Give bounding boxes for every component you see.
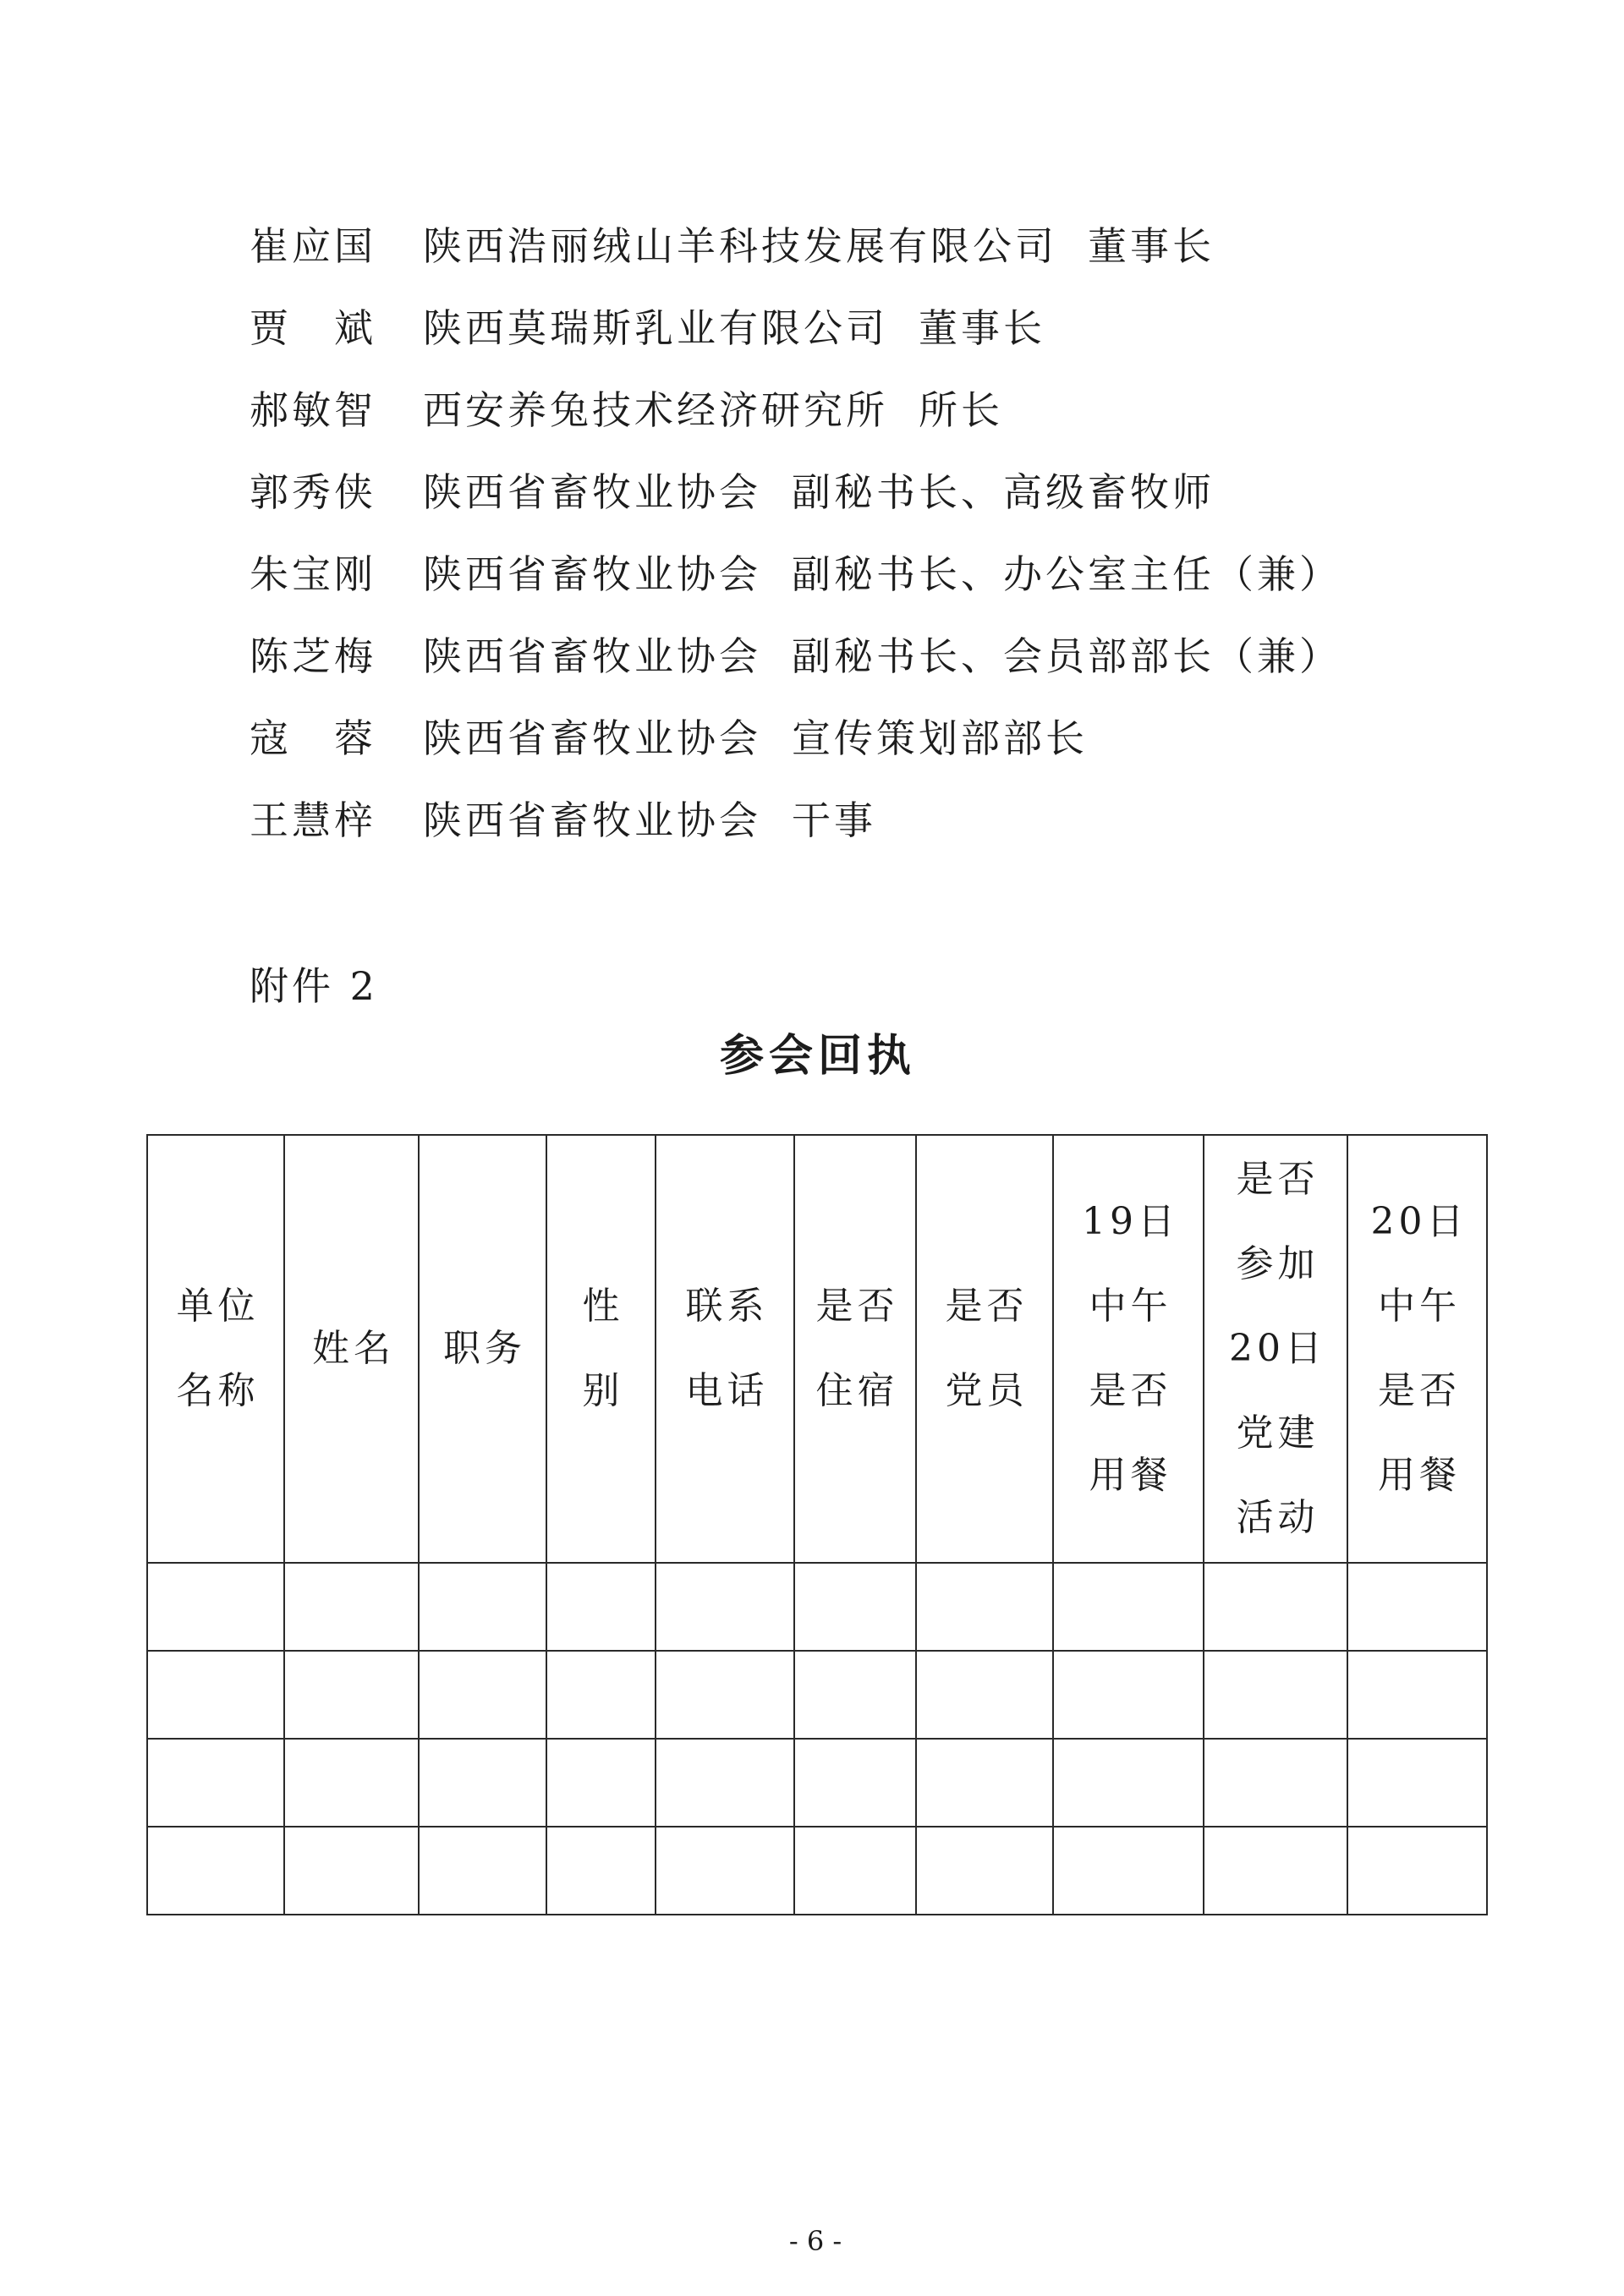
attendee-title: 副秘书长、高级畜牧师 <box>792 469 1215 515</box>
attendee-name: 寇 蓉 <box>250 715 376 761</box>
attendee-title: 董事长 <box>919 305 1045 351</box>
form-cell <box>284 1739 419 1827</box>
form-cell <box>546 1739 656 1827</box>
header-label: 姓名 <box>312 1327 395 1370</box>
attendee-row <box>250 370 1518 452</box>
attendee-org: 陕西省畜牧业协会 <box>423 469 761 515</box>
form-cell <box>1053 1651 1204 1739</box>
attendee-title: 董事长 <box>1088 223 1215 269</box>
header-label: 19日 中午 是否 用餐 <box>1082 1200 1179 1497</box>
form-cell <box>794 1651 916 1739</box>
form-cell <box>147 1739 284 1827</box>
attendee-name: 崔应国 <box>250 223 376 269</box>
attendee-row <box>250 452 1518 534</box>
form-cell <box>546 1563 656 1651</box>
form-title: 参会回执 <box>719 1030 916 1082</box>
form-cell <box>1053 1739 1204 1827</box>
attendee-org: 西安养兔技术经济研究所 <box>423 387 888 433</box>
form-cell <box>916 1563 1053 1651</box>
attendee-org: 陕西省畜牧业协会 <box>423 633 761 679</box>
header-cell-gender <box>546 1135 656 1563</box>
header-label: 联系 电话 <box>685 1285 769 1412</box>
form-cell <box>916 1651 1053 1739</box>
table-row <box>147 1739 1487 1827</box>
attendee-org: 陕西浩丽绒山羊科技发展有限公司 <box>423 223 1057 269</box>
form-cell <box>147 1563 284 1651</box>
attendee-name: 朱宝刚 <box>250 551 376 597</box>
form-cell <box>1347 1563 1487 1651</box>
header-cell-party-activity-20 <box>1204 1135 1347 1563</box>
attendee-name: 郭秀侠 <box>250 469 376 515</box>
attendee-title: 干事 <box>792 797 876 843</box>
form-cell <box>1053 1563 1204 1651</box>
attendee-title: 宣传策划部部长 <box>792 715 1088 761</box>
attendee-title: 副秘书长、会员部部长（兼） <box>792 633 1341 679</box>
form-cell <box>1204 1739 1347 1827</box>
form-cell <box>546 1651 656 1739</box>
table-row <box>147 1651 1487 1739</box>
attendee-name: 贾 斌 <box>250 305 376 351</box>
attendee-row <box>250 534 1518 616</box>
form-cell <box>147 1827 284 1915</box>
registration-form-table <box>146 1134 1488 1915</box>
form-cell <box>794 1827 916 1915</box>
attachment-label: 附件 2 <box>250 963 378 1009</box>
attendee-org: 陕西莫瑞斯乳业有限公司 <box>423 305 888 351</box>
form-cell <box>546 1827 656 1915</box>
form-cell <box>916 1827 1053 1915</box>
attendee-row <box>250 780 1518 862</box>
attendee-org: 陕西省畜牧业协会 <box>423 797 761 843</box>
header-cell-lunch-19 <box>1053 1135 1204 1563</box>
attendee-name: 陈芝梅 <box>250 633 376 679</box>
form-cell <box>1204 1827 1347 1915</box>
form-cell <box>1347 1827 1487 1915</box>
header-cell-lunch-20 <box>1347 1135 1487 1563</box>
header-label: 性 别 <box>582 1285 624 1412</box>
attendee-row <box>250 616 1518 698</box>
form-cell <box>656 1827 794 1915</box>
form-cell <box>1347 1651 1487 1739</box>
form-cell <box>1347 1739 1487 1827</box>
attendee-row <box>250 288 1518 370</box>
form-cell <box>419 1739 546 1827</box>
header-label: 20日 中午 是否 用餐 <box>1370 1200 1468 1497</box>
form-cell <box>656 1651 794 1739</box>
header-cell-party-member <box>916 1135 1053 1563</box>
header-cell-lodging <box>794 1135 916 1563</box>
attendee-title: 所长 <box>919 387 1003 433</box>
table-row <box>147 1563 1487 1651</box>
attendee-list <box>250 205 1518 862</box>
attendee-title: 副秘书长、办公室主任（兼） <box>792 551 1341 597</box>
header-label: 单位 名称 <box>176 1285 260 1412</box>
form-cell <box>284 1563 419 1651</box>
header-label: 职务 <box>443 1327 526 1370</box>
header-cell-name <box>284 1135 419 1563</box>
form-cell <box>419 1827 546 1915</box>
form-cell <box>916 1739 1053 1827</box>
form-cell <box>284 1651 419 1739</box>
attendee-org: 陕西省畜牧业协会 <box>423 551 761 597</box>
page-number: - 6 - <box>788 2225 842 2257</box>
form-cell <box>1053 1827 1204 1915</box>
form-cell <box>1204 1563 1347 1651</box>
header-cell-unit <box>147 1135 284 1563</box>
form-cell <box>419 1563 546 1651</box>
form-cell <box>794 1739 916 1827</box>
attendee-org: 陕西省畜牧业协会 <box>423 715 761 761</box>
header-cell-phone <box>656 1135 794 1563</box>
form-cell <box>656 1739 794 1827</box>
attendee-row <box>250 205 1518 288</box>
header-label: 是否 参加 20日 党建 活动 <box>1229 1158 1326 1539</box>
form-cell <box>794 1563 916 1651</box>
table-row <box>147 1827 1487 1915</box>
header-cell-position <box>419 1135 546 1563</box>
form-cell <box>147 1651 284 1739</box>
form-cell <box>419 1651 546 1739</box>
form-cell <box>284 1827 419 1915</box>
form-cell <box>1204 1651 1347 1739</box>
header-label: 是否 住宿 <box>815 1285 899 1412</box>
attendee-name: 王慧梓 <box>250 797 376 843</box>
form-cell <box>656 1563 794 1651</box>
attendee-row <box>250 698 1518 780</box>
attendee-name: 郝敏智 <box>250 387 376 433</box>
table-header-row <box>147 1135 1487 1563</box>
header-label: 是否 党员 <box>945 1285 1029 1412</box>
